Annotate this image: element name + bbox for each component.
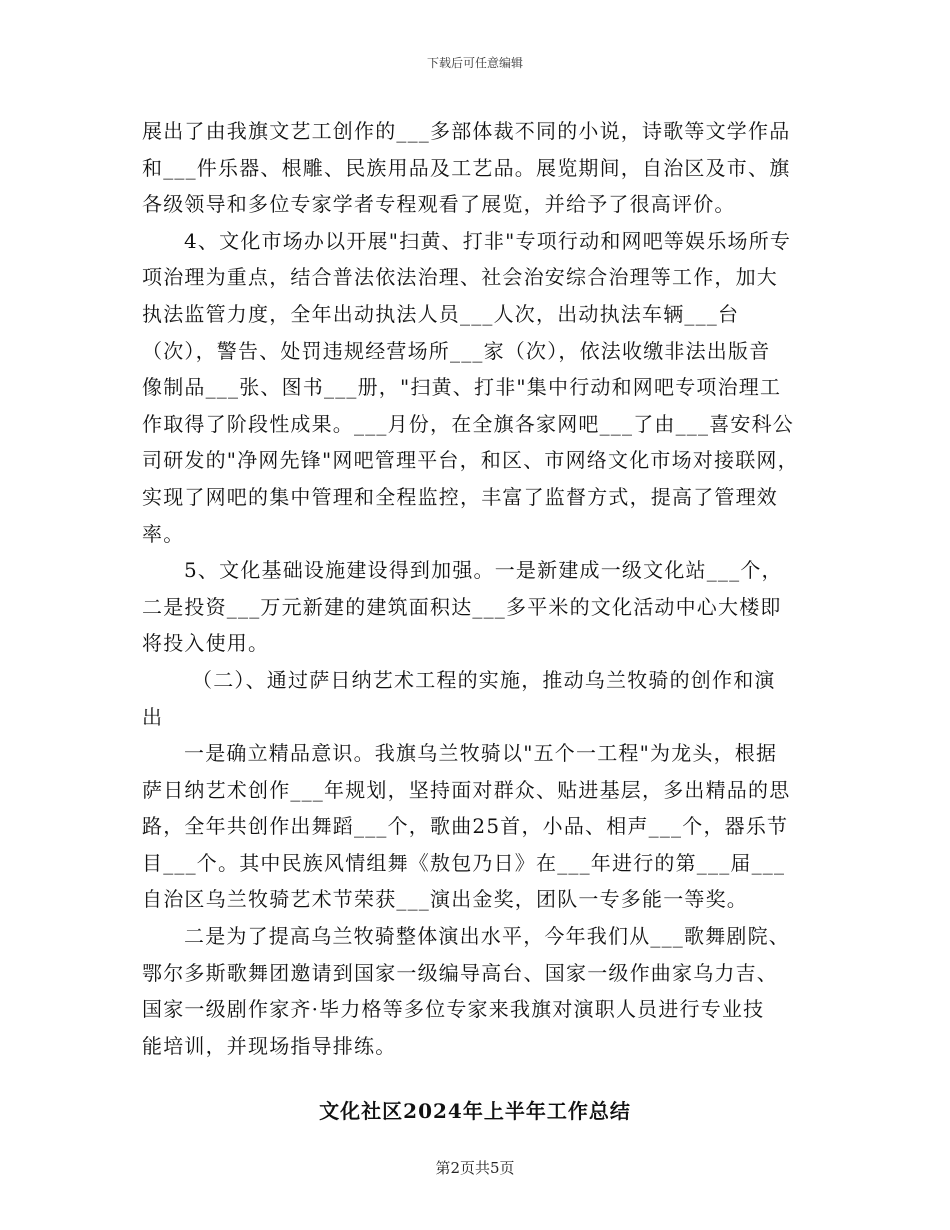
section-heading: （二）、通过萨日纳艺术工程的实施，推动乌兰牧骑的创作和演: [192, 667, 776, 692]
text-line: 鄂尔多斯歌舞团邀请到国家一级编导高台、国家一级作曲家乌力吉、: [142, 960, 778, 985]
text-line: 二是为了提高乌兰牧骑整体演出水平，今年我们从___歌舞剧院、: [184, 924, 790, 949]
text-line: 4、文化市场办以开展"扫黄、打非"专项行动和网吧等娱乐场所专: [184, 228, 792, 253]
text-line: 展出了由我旗文艺工创作的___多部体裁不同的小说，诗歌等文学作品: [142, 119, 791, 143]
text-line: 自治区乌兰牧骑艺术节荣获___演出金奖，团队一专多能一等奖。: [142, 887, 748, 912]
text-line: 将投入使用。: [142, 631, 270, 656]
page-header: 下载后可任意编辑: [426, 56, 523, 70]
text-line: （次），警告、处罚违规经营场所___家（次），依法收缴非法出版音: [142, 338, 771, 363]
text-line: 司研发的"净网先锋"网吧管理平台，和区、市网络文化市场对接联网，: [142, 448, 799, 473]
document-title: 文化社区2024年上半年工作总结: [319, 1099, 631, 1123]
text-line: 和___件乐器、根雕、民族用品及工艺品。展览期间，自治区及市、旗: [142, 155, 791, 180]
text-line: 目___个。其中民族风情组舞《敖包乃日》在___年进行的第___届___: [142, 850, 786, 875]
text-line: 国家一级剧作家齐·毕力格等多位专家来我旗对演职人员进行专业技: [142, 997, 765, 1022]
text-line: 率。: [142, 521, 185, 546]
text-line: 实现了网吧的集中管理和全程监控，丰富了监督方式，提高了管理效: [142, 484, 778, 509]
section-heading-cont: 出: [142, 704, 164, 729]
text-line: 作取得了阶段性成果。___月份，在全旗各家网吧___了由___喜安科公: [142, 411, 794, 436]
text-line: 各级领导和多位专家学者专程观看了展览，并给予了很高评价。: [142, 192, 736, 217]
text-line: 项治理为重点，结合普法依法治理、社会治安综合治理等工作，加大: [142, 265, 778, 290]
text-line: 一是确立精品意识。我旗乌兰牧骑以"五个一工程"为龙头，根据: [184, 741, 778, 766]
text-line: 路，全年共创作出舞蹈___个，歌曲25首，小品、相声___个，器乐节: [142, 814, 789, 839]
document-body: [142, 113, 808, 1064]
text-line: 能培训，并现场指导排练。: [142, 1033, 397, 1058]
text-line: 执法监管力度，全年出动执法人员___人次，出动执法车辆___台: [142, 301, 740, 326]
page-number: 第2页共5页: [435, 1159, 515, 1177]
text-line: 二是投资___万元新建的建筑面积达___多平米的文化活动中心大楼即: [142, 594, 782, 619]
text-line: 像制品___张、图书___册，"扫黄、打非"集中行动和网吧专项治理工: [142, 375, 782, 400]
text-line: 萨日纳艺术创作___年规划，坚持面对群众、贴进基层，多出精品的思: [142, 777, 791, 802]
text-line: 5、文化基础设施建设得到加强。一是新建成一级文化站___个，: [184, 558, 783, 583]
